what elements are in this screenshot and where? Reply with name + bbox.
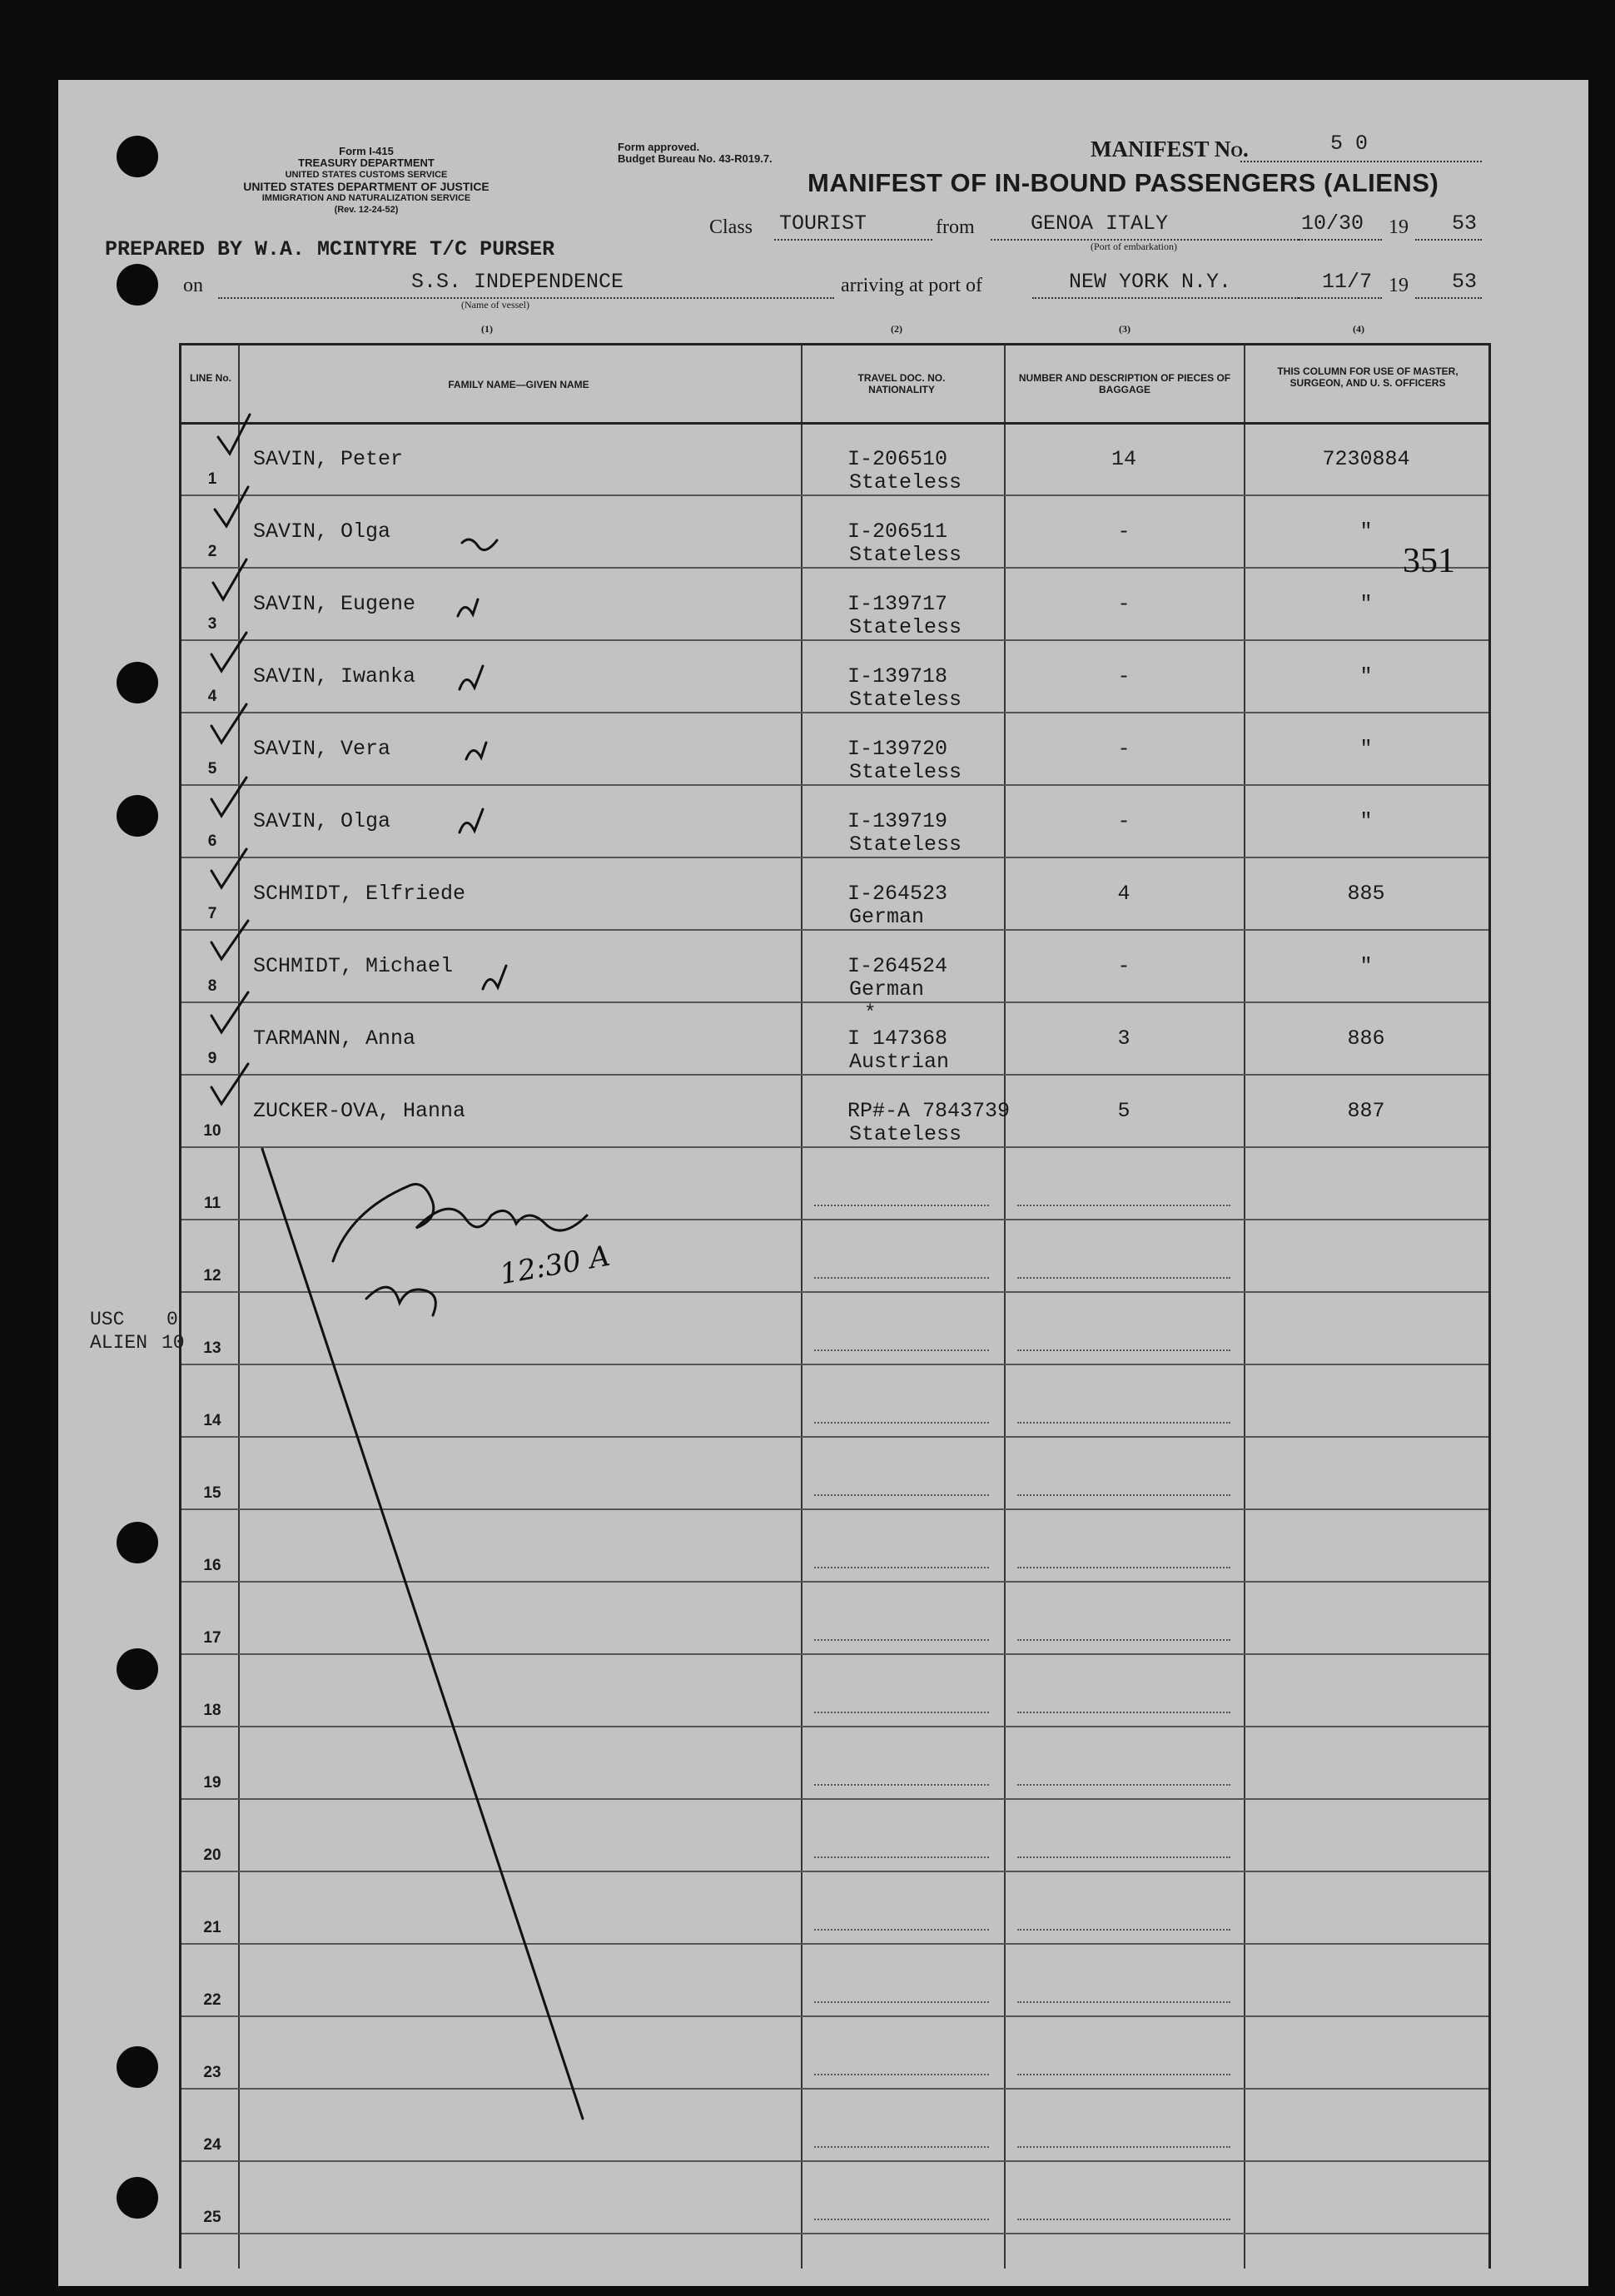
line-number: 17 [203, 1629, 221, 1647]
entry-dotted-line [1017, 2219, 1230, 2220]
entry-dotted-line [814, 1422, 989, 1424]
passenger-name: TARMANN, Anna [253, 1026, 416, 1051]
entry-dotted-line [814, 1205, 989, 1206]
row-divider [181, 1943, 1488, 1945]
binder-hole [117, 662, 158, 703]
travel-doc-number: I-139717 [847, 592, 948, 616]
binder-hole [117, 2177, 158, 2219]
manifest-title: MANIFEST OF IN-BOUND PASSENGERS (ALIENS) [808, 168, 1439, 197]
entry-dotted-line [1017, 2001, 1230, 2003]
travel-doc-number: I-139718 [847, 664, 948, 688]
officer-note: 7230884 [1322, 447, 1410, 471]
line-number: 10 [203, 1122, 221, 1140]
nationality: German [849, 977, 925, 1001]
passenger-name: SAVIN, Vera [253, 737, 391, 761]
arriving-label: arriving at port of [841, 275, 982, 296]
baggage-count: - [1117, 519, 1130, 544]
column-divider [238, 345, 240, 2269]
binder-hole [117, 795, 158, 837]
travel-doc-number: I-139719 [847, 809, 948, 833]
column-number-1: (1) [481, 323, 493, 335]
nationality: Stateless [849, 543, 962, 567]
passenger-name: SAVIN, Olga [253, 519, 391, 544]
column-number-2: (2) [891, 323, 902, 335]
usc-value: 0 [166, 1309, 178, 1330]
entry-dotted-line [1017, 1205, 1230, 1206]
arrival-date: 11/7 [1322, 270, 1373, 294]
travel-doc-number: I 147368 [847, 1026, 948, 1051]
manifest-no-label: MANIFEST No. [1091, 137, 1249, 162]
passenger-name: SAVIN, Eugene [253, 592, 416, 616]
officer-note: " [1359, 809, 1373, 833]
line-number: 16 [203, 1557, 221, 1574]
line-number: 18 [203, 1702, 221, 1719]
travel-doc-number: I-206511 [847, 519, 948, 544]
row-divider [181, 567, 1488, 569]
form-approved: Form approved. [618, 141, 700, 153]
line-number: 25 [203, 2209, 221, 2226]
baggage-count: - [1117, 954, 1130, 978]
header-name: FAMILY NAME—GIVEN NAME [448, 379, 589, 390]
entry-dotted-line [814, 1929, 989, 1931]
port-embarkation-caption: (Port of embarkation) [1091, 241, 1177, 252]
baggage-count: 14 [1111, 447, 1136, 471]
officer-note: " [1359, 519, 1373, 544]
nationality: Stateless [849, 832, 962, 857]
alien-label: ALIEN [90, 1332, 148, 1354]
asterisk-mark: * [864, 1002, 877, 1025]
line-number: 8 [207, 977, 217, 995]
entry-dotted-line [814, 1639, 989, 1641]
depart-year-line [1415, 239, 1482, 241]
column-number-4: (4) [1353, 323, 1364, 335]
line-number: 12 [203, 1267, 221, 1285]
arrival-year-prefix: 19 [1389, 275, 1409, 296]
row-divider [181, 2015, 1488, 2017]
customs-service: UNITED STATES CUSTOMS SERVICE [285, 170, 448, 180]
row-divider [181, 1436, 1488, 1438]
baggage-count: - [1117, 809, 1130, 833]
entry-dotted-line [1017, 2146, 1230, 2148]
baggage-count: - [1117, 664, 1130, 688]
column-divider [801, 345, 803, 2269]
travel-doc-number: I-264524 [847, 954, 948, 978]
row-divider [181, 1581, 1488, 1583]
passenger-name: SCHMIDT, Elfriede [253, 882, 466, 906]
row-divider [181, 1291, 1488, 1293]
line-number: 2 [207, 543, 217, 560]
row-divider [181, 639, 1488, 641]
depart-year: 53 [1452, 211, 1478, 236]
entry-dotted-line [814, 2001, 989, 2003]
row-divider [181, 1508, 1488, 1510]
alien-value: 10 [162, 1332, 185, 1354]
row-divider [181, 1798, 1488, 1800]
passenger-table [179, 343, 1491, 2269]
officer-note: " [1359, 592, 1373, 616]
line-number: 6 [207, 832, 217, 850]
class-label: Class [709, 216, 753, 238]
entry-dotted-line [1017, 1784, 1230, 1786]
row-divider [181, 1726, 1488, 1727]
revision: (Rev. 12-24-52) [334, 205, 399, 215]
entry-dotted-line [1017, 1494, 1230, 1496]
nationality: Stateless [849, 688, 962, 712]
arrival-year: 53 [1452, 270, 1478, 294]
row-divider [181, 712, 1488, 713]
entry-dotted-line [814, 2219, 989, 2220]
row-divider [181, 1146, 1488, 1148]
entry-dotted-line [814, 1712, 989, 1713]
entry-dotted-line [1017, 1856, 1230, 1858]
handwritten-time: 12:30 A [497, 1239, 613, 1292]
row-divider [181, 1364, 1488, 1365]
baggage-count: - [1117, 737, 1130, 761]
row-divider [181, 1219, 1488, 1220]
header-officers: THIS COLUMN FOR USE OF MASTER, SURGEON, AND U. S. OFFICERS [1277, 365, 1458, 389]
nationality: German [849, 905, 925, 929]
line-number: 19 [203, 1774, 221, 1792]
row-divider [181, 494, 1488, 496]
entry-dotted-line [1017, 2074, 1230, 2075]
travel-doc-number: RP#-A 7843739 [847, 1099, 1011, 1123]
line-number: 5 [207, 760, 217, 778]
class-line [774, 239, 932, 241]
entry-dotted-line [814, 1784, 989, 1786]
entry-dotted-line [1017, 1422, 1230, 1424]
row-divider [181, 1074, 1488, 1076]
line-number: 3 [207, 615, 217, 633]
officer-note: 886 [1347, 1026, 1385, 1051]
binder-hole [117, 1648, 158, 1690]
passenger-name: SAVIN, Iwanka [253, 664, 416, 688]
line-number: 20 [203, 1846, 221, 1864]
baggage-count: 4 [1117, 882, 1130, 906]
row-divider [181, 929, 1488, 931]
entry-dotted-line [1017, 1929, 1230, 1931]
line-number: 13 [203, 1339, 221, 1357]
arrival-date-line [1299, 297, 1382, 299]
entry-dotted-line [814, 2074, 989, 2075]
passenger-name: ZUCKER-OVA, Hanna [253, 1099, 466, 1123]
depart-date: 10/30 [1301, 211, 1364, 236]
line-number: 11 [203, 1195, 221, 1212]
officer-note: 887 [1347, 1099, 1385, 1123]
treasury-dept: TREASURY DEPARTMENT [298, 157, 435, 169]
entry-dotted-line [1017, 1639, 1230, 1641]
row-divider [181, 1653, 1488, 1655]
depart-date-line [1299, 239, 1382, 241]
vessel-caption: (Name of vessel) [461, 299, 529, 311]
binder-hole [117, 136, 158, 177]
baggage-count: - [1117, 592, 1130, 616]
line-number: 9 [207, 1050, 217, 1067]
officer-note: " [1359, 664, 1373, 688]
manifest-no-line [1240, 161, 1482, 162]
row-divider [181, 2088, 1488, 2090]
entry-dotted-line [814, 2146, 989, 2148]
baggage-count: 3 [1117, 1026, 1130, 1051]
justice-dept: UNITED STATES DEPARTMENT OF JUSTICE [243, 180, 489, 193]
officer-note: " [1359, 954, 1373, 978]
entry-dotted-line [814, 1567, 989, 1568]
column-divider [1004, 345, 1006, 2269]
entry-dotted-line [814, 1277, 989, 1279]
from-label: from [936, 216, 975, 238]
binder-hole [117, 2046, 158, 2088]
row-divider [181, 2160, 1488, 2162]
entry-dotted-line [814, 1856, 989, 1858]
on-label: on [183, 275, 203, 296]
budget-bureau: Budget Bureau No. 43-R019.7. [618, 152, 773, 165]
row-divider [181, 784, 1488, 786]
binder-hole [117, 1522, 158, 1563]
arrival-year-line [1415, 297, 1482, 299]
line-number: 23 [203, 2064, 221, 2081]
form-dept-block [166, 146, 566, 216]
entry-dotted-line [814, 1494, 989, 1496]
arrival-port-line [1032, 297, 1299, 299]
form-number: Form I-415 [339, 145, 394, 157]
entry-dotted-line [1017, 1712, 1230, 1713]
travel-doc-number: I-264523 [847, 882, 948, 906]
officer-note: " [1359, 737, 1373, 761]
row-divider [181, 2233, 1488, 2234]
baggage-count: 5 [1117, 1099, 1130, 1123]
line-number: 14 [203, 1412, 221, 1429]
header-baggage: NUMBER AND DESCRIPTION OF PIECES OF BAGGAGE [1018, 372, 1231, 395]
passenger-name: SCHMIDT, Michael [253, 954, 454, 978]
header-line-no: LINE No. [190, 372, 231, 384]
nationality: Austrian [849, 1050, 950, 1074]
officer-note: 885 [1347, 882, 1385, 906]
line-number: 1 [207, 470, 217, 488]
entry-dotted-line [1017, 1349, 1230, 1351]
manifest-no: 5 0 [1330, 132, 1369, 156]
vessel-name: S.S. INDEPENDENCE [411, 270, 624, 294]
class-value: TOURIST [779, 211, 867, 236]
passenger-name: SAVIN, Olga [253, 809, 391, 833]
header-divider [181, 422, 1488, 425]
line-number: 21 [203, 1919, 221, 1936]
header-travel-doc: TRAVEL DOC. NO. NATIONALITY [857, 372, 946, 395]
depart-year-prefix: 19 [1389, 216, 1409, 238]
form-approved-block [618, 142, 773, 165]
from-value: GENOA ITALY [1031, 211, 1169, 236]
row-divider [181, 857, 1488, 858]
row-divider [181, 1001, 1488, 1003]
passenger-name: SAVIN, Peter [253, 447, 404, 471]
binder-hole [117, 264, 158, 306]
line-number: 4 [207, 688, 217, 705]
entry-dotted-line [814, 1349, 989, 1351]
line-number: 7 [207, 905, 217, 922]
nationality: Stateless [849, 470, 962, 494]
row-divider [181, 1871, 1488, 1872]
page-number: 351 [1403, 542, 1455, 580]
nationality: Stateless [849, 760, 962, 784]
line-number: 15 [203, 1484, 221, 1502]
nationality: Stateless [849, 1122, 962, 1146]
column-divider [1244, 345, 1245, 2269]
line-number: 24 [203, 2136, 221, 2154]
arrival-port: NEW YORK N.Y. [1069, 270, 1232, 294]
nationality: Stateless [849, 615, 962, 639]
immigration-service: IMMIGRATION AND NATURALIZATION SERVICE [261, 193, 471, 203]
usc-label: USC [90, 1309, 125, 1330]
line-number: 22 [203, 1991, 221, 2009]
travel-doc-number: I-206510 [847, 447, 948, 471]
column-number-3: (3) [1119, 323, 1130, 335]
entry-dotted-line [1017, 1277, 1230, 1279]
travel-doc-number: I-139720 [847, 737, 948, 761]
prepared-by: PREPARED BY W.A. MCINTYRE T/C PURSER [105, 237, 555, 261]
entry-dotted-line [1017, 1567, 1230, 1568]
